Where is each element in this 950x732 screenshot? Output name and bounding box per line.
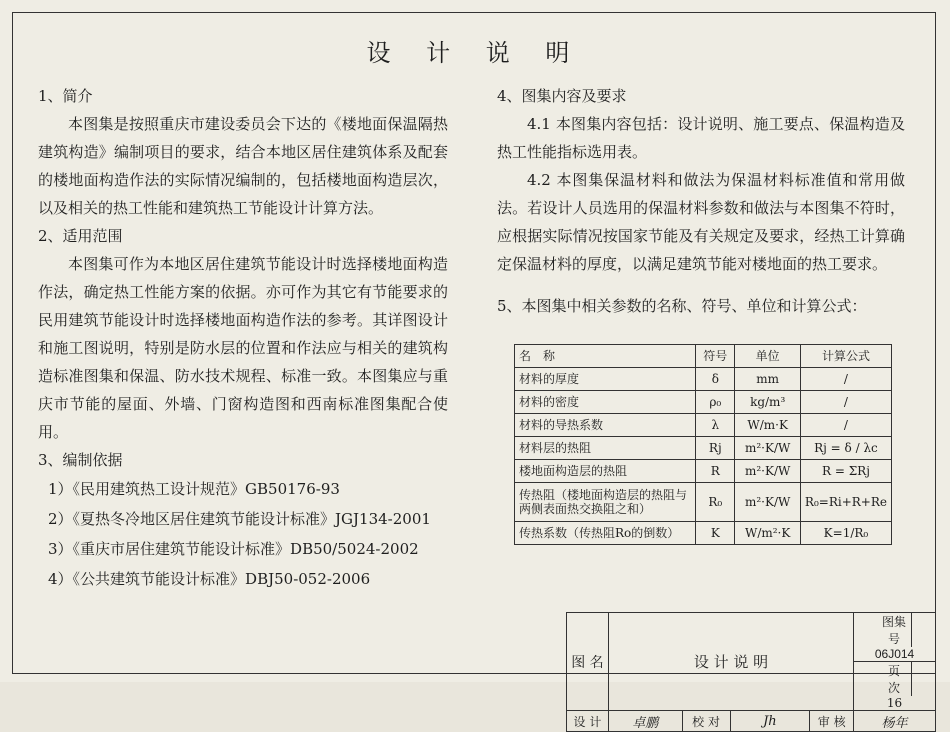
section-2-text: 本图集可作为本地区居住建筑节能设计时选择楼地面构造作法，确定热工性能方案的依据。亦可作为其它有节能要求的民用建筑节能设计时选择楼地面构造作法的参考。其详图设计和施工图说明，特别是防水层的位置和作法应与相关的建筑构造标准图集和保温、防水技术规程、标准一致。本图集应与重庆市节能的屋面、外墙、门窗构造图和西南标准图集配合使用。 (38, 255, 448, 441)
figure-name: 设 计 说 明 (608, 613, 853, 711)
reference-item: 4）《公共建筑节能设计标准》DBJ50-052-2006 (48, 570, 371, 588)
cell-symbol: K (696, 522, 735, 545)
table-row (515, 483, 892, 522)
cell-name: 材料的密度 (515, 391, 696, 414)
title-block-row (567, 613, 936, 662)
review-label: 审 核 (810, 711, 854, 732)
atlas-no-cell (854, 613, 936, 662)
section-4-2-text: 4.2 本图集保温材料和做法为保温材料标准值和常用做法。若设计人员选用的保温材料参数和做法与本图集不符时，应根据实际情况按国家节能及有关规定及要求，经热工计算确定保温材料的厚度，以满足建筑节能对楼地面的热工要求。 (497, 171, 905, 273)
check-signature: Jh (730, 711, 810, 732)
cell-name: 材料的厚度 (515, 368, 696, 391)
cell-name: 传热阻（楼地面构造层的热阻与两侧表面热交换阻之和） (515, 483, 696, 522)
section-2-heading: 2、适用范围 (38, 227, 123, 245)
cell-symbol: R (696, 460, 735, 483)
page-label: 页 次 (877, 662, 912, 696)
cell-formula: / (800, 368, 891, 391)
section-1-text: 本图集是按照重庆市建设委员会下达的《楼地面保温隔热建筑构造》编制项目的要求，结合本地区居住建筑体系及配套的楼地面构造作法的实际情况编制的，包括楼地面构造层次，以及相关的热工性能和建筑热工节能设计计算方法。 (38, 115, 448, 217)
reference-item: 2）《夏热冬冷地区居住建筑节能设计标准》JGJ134-2001 (48, 510, 431, 528)
header-name: 名 称 (515, 345, 696, 368)
section-1-heading: 1、简介 (38, 87, 93, 105)
cell-formula: R₀=Ri+R+Re (800, 483, 891, 522)
atlas-no: 06J014 (874, 647, 915, 661)
table-header-row (515, 345, 892, 368)
design-label: 设 计 (567, 711, 609, 732)
header-formula: 计算公式 (800, 345, 891, 368)
header-symbol: 符号 (696, 345, 735, 368)
reference-item: 3）《重庆市居住建筑节能设计标准》DB50/5024-2002 (48, 540, 419, 558)
title-block-row (567, 711, 936, 732)
reference-item: 1）《民用建筑热工设计规范》GB50176-93 (48, 480, 340, 498)
table-row (515, 414, 892, 437)
left-column (38, 82, 448, 594)
cell-formula: / (800, 391, 891, 414)
cell-name: 材料层的热阻 (515, 437, 696, 460)
page-title: 设 计 说 明 (366, 39, 584, 67)
cell-unit: mm (735, 368, 800, 391)
cell-name: 材料的导热系数 (515, 414, 696, 437)
table-row (515, 368, 892, 391)
cell-symbol: R₀ (696, 483, 735, 522)
cell-unit: kg/m³ (735, 391, 800, 414)
section-4-1-text: 4.1 本图集内容包括：设计说明、施工要点、保温构造及热工性能指标选用表。 (497, 115, 905, 161)
page-cell (854, 662, 936, 711)
design-signature: 卓鹏 (608, 711, 682, 732)
cell-formula: R = ΣRj (800, 460, 891, 483)
cell-unit: W/m·K (735, 414, 800, 437)
cell-symbol: λ (696, 414, 735, 437)
cell-symbol: ρ₀ (696, 391, 735, 414)
cell-unit: m²·K/W (735, 460, 800, 483)
section-4-heading: 4、图集内容及要求 (497, 87, 627, 105)
table-row (515, 391, 892, 414)
cell-symbol: Rj (696, 437, 735, 460)
section-5-heading: 5、本图集中相关参数的名称、符号、单位和计算公式： (497, 297, 867, 315)
cell-formula: / (800, 414, 891, 437)
right-column (497, 82, 905, 320)
check-label: 校 对 (682, 711, 730, 732)
figure-name-label: 图 名 (567, 613, 609, 711)
table-row (515, 437, 892, 460)
page-number: 16 (886, 696, 903, 710)
cell-formula: Rj = δ / λc (800, 437, 891, 460)
atlas-no-label: 图集号 (877, 613, 912, 647)
cell-unit: W/m²·K (735, 522, 800, 545)
cell-unit: m²·K/W (735, 437, 800, 460)
title-block (566, 612, 936, 732)
review-signature: 杨年 (854, 711, 936, 732)
table-row (515, 522, 892, 545)
table-row (515, 460, 892, 483)
cell-symbol: δ (696, 368, 735, 391)
cell-name: 楼地面构造层的热阻 (515, 460, 696, 483)
section-3-heading: 3、编制依据 (38, 451, 123, 469)
cell-unit: m²·K/W (735, 483, 800, 522)
cell-formula: K=1/R₀ (800, 522, 891, 545)
header-unit: 单位 (735, 345, 800, 368)
parameters-table (514, 344, 892, 545)
cell-name: 传热系数（传热阻Ro的倒数） (515, 522, 696, 545)
